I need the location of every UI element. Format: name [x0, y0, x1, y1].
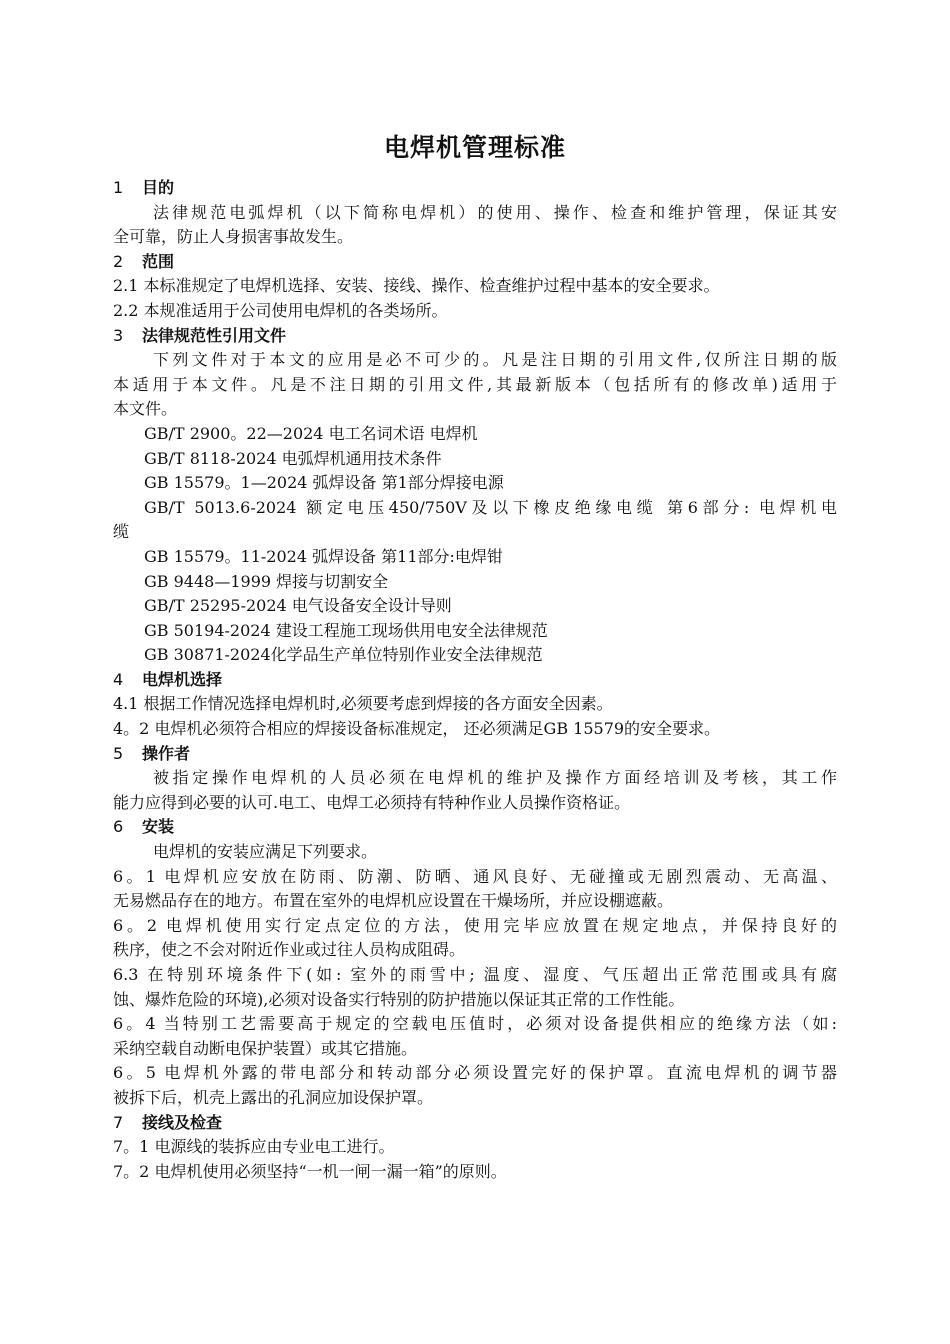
paragraph-line: 被指定操作电焊机的人员必须在电焊机的维护及操作方面经培训及考核，其工作 — [153, 768, 837, 788]
paragraph-line: 2.1 本标准规定了电焊机选择、安装、接线、操作、检查维护过程中基本的安全要求。 — [113, 276, 720, 296]
document-body — [113, 176, 837, 1184]
section-heading — [113, 176, 837, 201]
paragraph-line: 6。5 电焊机外露的带电部分和转动部分必须设置完好的保护罩。直流电焊机的调节器 — [113, 1063, 837, 1083]
section-title: 目的 — [142, 178, 175, 197]
reference-line: GB/T 8118-2024 电弧焊机通用技术条件 — [144, 448, 442, 468]
reference-line: GB 15579。1—2024 弧焊设备 第1部分焊接电源 — [144, 473, 504, 493]
paragraph-line: 7。1 电源线的装拆应由专业电工进行。 — [113, 1137, 395, 1157]
section-title: 法律规范性引用文件 — [142, 325, 287, 345]
paragraph-line: 全可靠，防止人身损害事故发生。 — [113, 227, 354, 247]
section-title: 接线及检查 — [142, 1112, 223, 1132]
reference-line: GB 9448—1999 焊接与切割安全 — [144, 571, 389, 591]
section-number: 1 — [113, 178, 124, 197]
paragraph-line: 法律规范电弧焊机（以下简称电焊机）的使用、操作、检查和维护管理，保证其安 — [153, 202, 837, 222]
paragraph-line: 缆 — [113, 522, 130, 542]
reference-line: GB/T 25295-2024 电气设备安全设计导则 — [144, 596, 452, 616]
paragraph-line: 4。2 电焊机必须符合相应的焊接设备标准规定， 还必须满足GB 15579的安全要求。 — [113, 719, 721, 739]
section-heading — [113, 668, 837, 693]
paragraph-line: 秩序，使之不会对附近作业或过往人员构成阻碍。 — [113, 940, 466, 960]
paragraph-line: 6。1 电焊机应安放在防雨、防潮、防晒、通风良好、无碰撞或无剧烈震动、无高温、 — [113, 866, 837, 886]
paragraph-line: 本文件。 — [113, 399, 178, 419]
section-number: 7 — [113, 1112, 124, 1132]
paragraph-line: 7。2 电焊机使用必须坚持“一机一闸一漏一箱”的原则。 — [113, 1161, 507, 1181]
document-title: 电焊机管理标准 — [383, 133, 566, 162]
paragraph-line: 6.3 在特别环境条件下(如: 室外的雨雪中; 温度、湿度、气压超出正常范围或具有腐 — [113, 965, 837, 984]
paragraph-line: 无易燃品存在的地方。布置在室外的电焊机应设置在干燥场所，并应设棚遮蔽。 — [113, 891, 674, 911]
section-title: 操作者 — [142, 743, 191, 763]
section-number: 4 — [113, 669, 124, 689]
section-number: 5 — [113, 743, 124, 763]
section-number: 3 — [113, 325, 124, 345]
section-number: 2 — [113, 251, 124, 271]
section-number: 6 — [113, 817, 124, 837]
paragraph-line: 下列文件对于本文的应用是必不可少的。凡是注日期的引用文件,仅所注日期的版 — [153, 350, 837, 370]
paragraph-line: 电焊机的安装应满足下列要求。 — [153, 842, 378, 862]
section-heading — [113, 324, 837, 349]
paragraph-line: 4.1 根据工作情况选择电焊机时,必须要考虑到焊接的各方面安全因素。 — [113, 694, 613, 714]
paragraph-line: 2.2 本规准适用于公司使用电焊机的各类场所。 — [113, 300, 448, 320]
section-heading — [113, 815, 837, 840]
reference-line: GB 15579。11-2024 弧焊设备 第11部分:电焊钳 — [144, 546, 503, 566]
section-title: 电焊机选择 — [142, 669, 223, 689]
reference-line: GB/T 2900。22—2024 电工名词术语 电焊机 — [144, 423, 478, 443]
reference-line: GB/T 5013.6-2024 额定电压450/750V及以下橡皮绝缘电缆 第6部分: 电焊机电 — [144, 497, 837, 517]
paragraph-line: 被拆下后，机壳上露出的孔洞应加设保护罩。 — [113, 1087, 434, 1107]
paragraph-line: 蚀、爆炸危险的环境),必须对设备实行特别的防护措施以保证其正常的工作性能。 — [113, 989, 685, 1009]
section-title: 范围 — [142, 251, 175, 271]
section-title: 安装 — [142, 817, 175, 837]
reference-line: GB 50194-2024 建设工程施工现场供用电安全法律规范 — [144, 620, 548, 640]
reference-line: GB 30871-2024化学品生产单位特别作业安全法律规范 — [144, 645, 543, 665]
paragraph-line: 能力应得到必要的认可.电工、电焊工必须持有特种作业人员操作资格证。 — [113, 792, 631, 812]
paragraph-line: 本适用于本文件。凡是不注日期的引用文件,其最新版本（包括所有的修改单)适用于 — [113, 374, 837, 394]
paragraph-line: 6。2 电焊机使用实行定点定位的方法，使用完毕应放置在规定地点，并保持良好的 — [113, 915, 837, 935]
section-heading — [113, 1111, 837, 1136]
paragraph-line: 6。4 当特别工艺需要高于规定的空载电压值时，必须对设备提供相应的绝缘方法（如: — [113, 1014, 837, 1034]
section-heading — [113, 250, 837, 275]
section-heading — [113, 742, 837, 767]
paragraph-line: 采纳空载自动断电保护装置）或其它措施。 — [113, 1038, 418, 1058]
